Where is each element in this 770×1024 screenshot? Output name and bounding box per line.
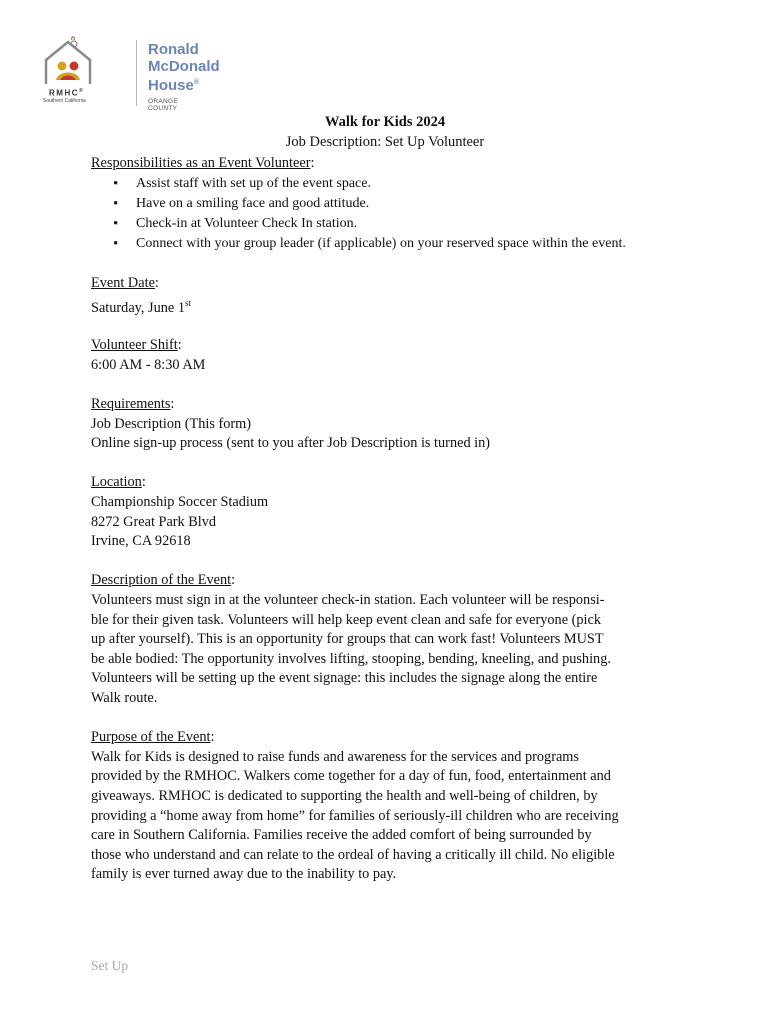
rmhc-acronym: RMHC® bbox=[49, 88, 85, 98]
logo-region: Southern California bbox=[43, 98, 86, 104]
shift-heading: Volunteer Shift: bbox=[91, 337, 182, 354]
location-line: Irvine, CA 92618 bbox=[91, 533, 191, 550]
logo-divider bbox=[136, 40, 137, 106]
logo-name-line1: Ronald bbox=[148, 41, 199, 58]
description-line: Walk route. bbox=[91, 690, 158, 707]
description-line: Volunteers will be setting up the event signage: this includes the signage along the entire bbox=[91, 670, 598, 687]
requirements-heading: Requirements: bbox=[91, 396, 175, 413]
shift-value: 6:00 AM - 8:30 AM bbox=[91, 356, 206, 373]
description-paragraph bbox=[91, 591, 691, 709]
purpose-paragraph bbox=[91, 748, 691, 885]
document-body bbox=[91, 154, 691, 885]
logo-name-line2: McDonald bbox=[148, 57, 220, 75]
rmhc-logo bbox=[40, 36, 220, 112]
purpose-line: provided by the RMHOC. Walkers come together for a day of fun, food, entertainment and bbox=[91, 768, 611, 785]
location-line: Championship Soccer Stadium bbox=[91, 494, 269, 511]
description-heading: Description of the Event: bbox=[91, 572, 236, 589]
responsibilities-heading: Responsibilities as an Event Volunteer: bbox=[91, 155, 315, 171]
purpose-line: providing a “home away from home” for families of seriously-ill children who are receiving bbox=[91, 807, 619, 824]
list-item: • Have on a smiling face and good attitude. bbox=[91, 194, 691, 214]
event-date-heading: Event Date: bbox=[91, 275, 159, 292]
description-line: Volunteers must sign in at the volunteer check-in station. Each volunteer will be responsi- bbox=[91, 592, 605, 609]
purpose-heading: Purpose of the Event: bbox=[91, 729, 215, 746]
requirements-line: Job Description (This form) bbox=[91, 415, 252, 432]
purpose-line: Walk for Kids is designed to raise funds and awareness for the services and programs bbox=[91, 748, 579, 765]
purpose-line: those who understand and can relate to the ordeal of having a critically ill child. No eligible bbox=[91, 846, 615, 863]
page-footer: Set Up bbox=[91, 958, 129, 973]
purpose-line: giveaways. RMHOC is dedicated to supporting the health and well-being of children, by bbox=[91, 787, 598, 804]
location-line: 8272 Great Park Blvd bbox=[91, 513, 217, 530]
purpose-line: family is ever turned away due to the inability to pay. bbox=[91, 866, 397, 883]
description-line: be able bodied: The opportunity involves lifting, stooping, bending, kneeling, and pushing. bbox=[91, 650, 611, 667]
purpose-line: care in Southern California. Families receive the added comfort of being surrounded by bbox=[91, 827, 592, 844]
document-title: Walk for Kids 2024 bbox=[324, 114, 446, 130]
event-date-value: Saturday, June 1st bbox=[91, 297, 191, 316]
logo-wordmark bbox=[148, 42, 220, 95]
description-line: ble for their given task. Volunteers will help keep event clean and safe for everyone (pick bbox=[91, 611, 602, 628]
document-subtitle: Job Description: Set Up Volunteer bbox=[285, 134, 485, 150]
description-line: up after yourself). This is an opportunity for groups that can work fast! Volunteers MUST bbox=[91, 631, 604, 648]
location-heading: Location: bbox=[91, 474, 146, 491]
logo-name-line3: House® bbox=[148, 77, 200, 94]
list-item: • Connect with your group leader (if applicable) on your reserved space within the event. bbox=[91, 234, 691, 254]
list-item: • Check-in at Volunteer Check In station. bbox=[91, 214, 691, 234]
responsibilities-list bbox=[91, 174, 691, 255]
logo-county: ORANGE COUNTY bbox=[148, 98, 178, 112]
list-item: • Assist staff with set up of the event space. bbox=[91, 174, 691, 194]
requirements-line: Online sign-up process (sent to you after Job Description is turned in) bbox=[91, 435, 491, 452]
